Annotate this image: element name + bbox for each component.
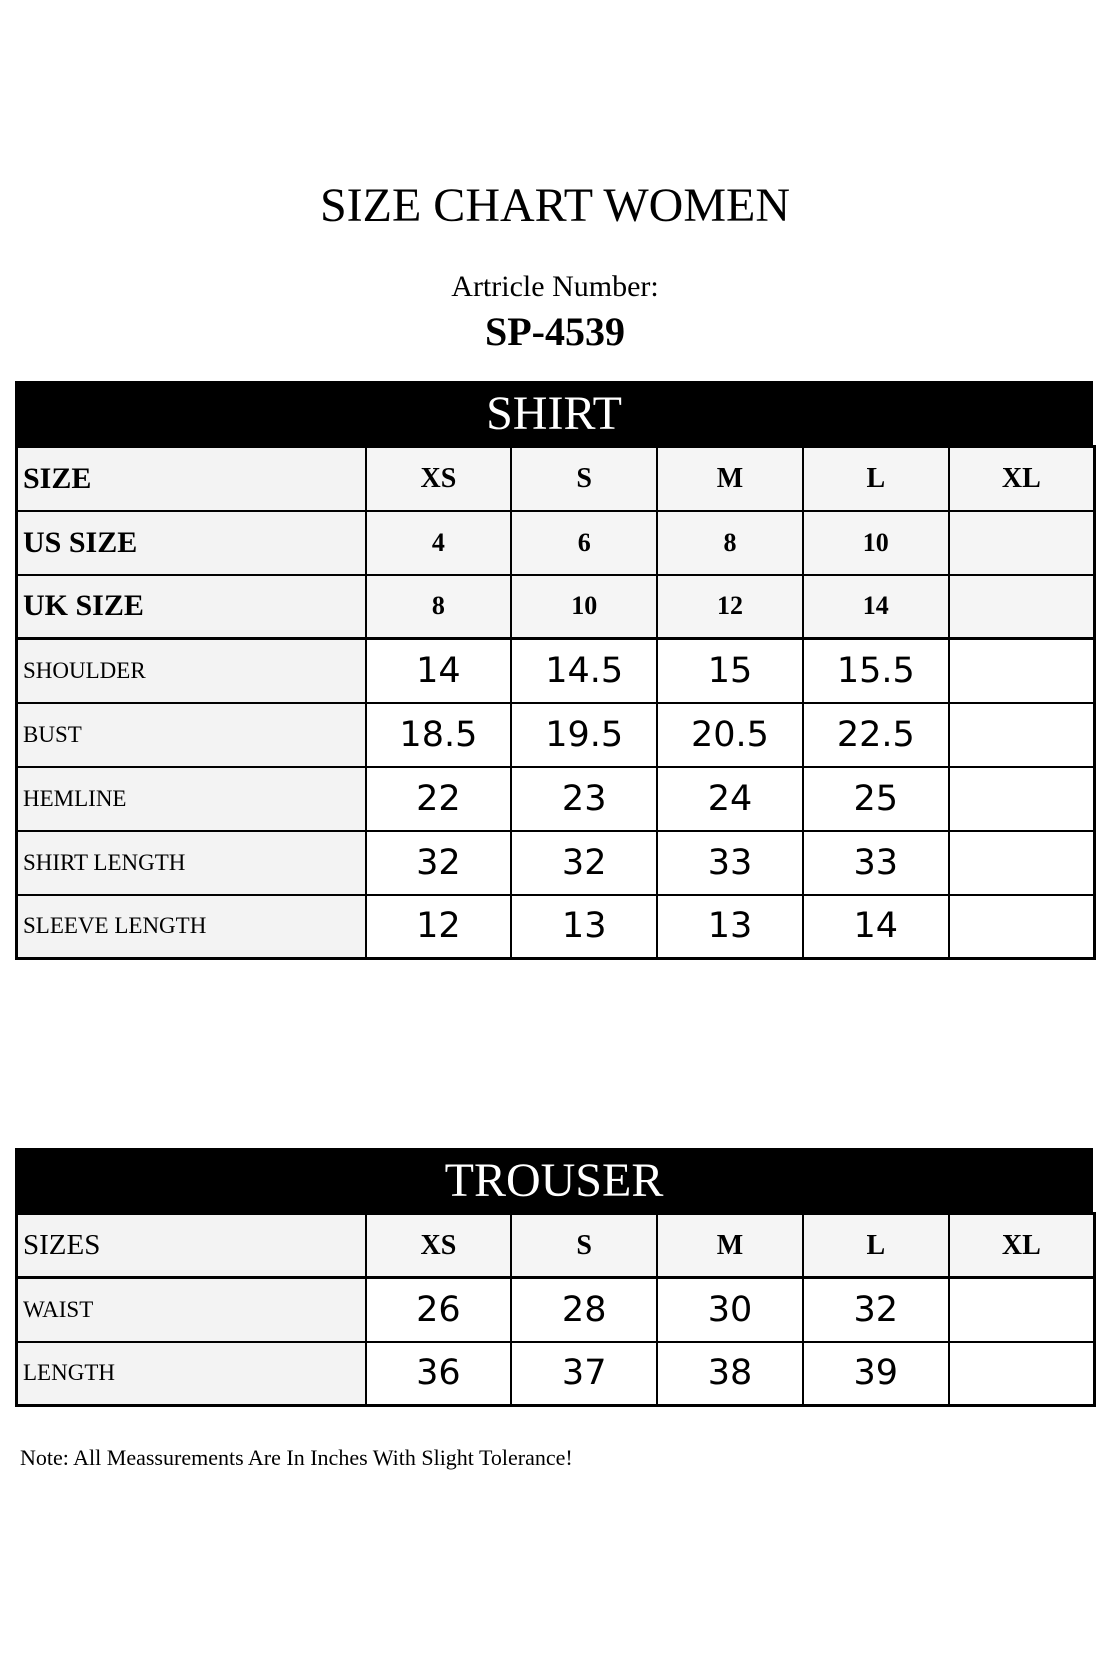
table-cell: 36 <box>366 1342 512 1406</box>
table-cell: 26 <box>366 1278 512 1342</box>
table-cell: 32 <box>803 1278 949 1342</box>
table-cell: 10 <box>511 575 657 639</box>
table-cell: M <box>657 1214 803 1278</box>
table-row <box>17 767 1095 831</box>
shirt-grid <box>15 445 1096 960</box>
article-number-label: Artricle Number: <box>451 270 659 303</box>
table-cell: 6 <box>511 511 657 575</box>
table-cell <box>949 831 1095 895</box>
table-cell: XS <box>366 1214 512 1278</box>
table-cell: L <box>803 1214 949 1278</box>
table-cell <box>949 767 1095 831</box>
table-cell: 14 <box>803 895 949 959</box>
table-cell: 18.5 <box>366 703 512 767</box>
table-row <box>17 575 1095 639</box>
table-cell: 37 <box>511 1342 657 1406</box>
table-cell <box>949 1278 1095 1342</box>
table-cell <box>949 639 1095 703</box>
table-row <box>17 447 1095 511</box>
row-label: SHOULDER <box>17 639 366 703</box>
table-cell: S <box>511 447 657 511</box>
row-label: US SIZE <box>17 511 366 575</box>
table-row <box>17 703 1095 767</box>
row-label: WAIST <box>17 1278 366 1342</box>
shirt-heading: SHIRT <box>15 381 1093 445</box>
table-cell: 28 <box>511 1278 657 1342</box>
table-cell: L <box>803 447 949 511</box>
table-cell: 12 <box>366 895 512 959</box>
row-label: UK SIZE <box>17 575 366 639</box>
table-cell: 33 <box>803 831 949 895</box>
table-cell: 13 <box>511 895 657 959</box>
page-title: SIZE CHART WOMEN <box>319 179 790 232</box>
table-cell: 12 <box>657 575 803 639</box>
table-cell: 30 <box>657 1278 803 1342</box>
table-cell: 15.5 <box>803 639 949 703</box>
table-cell: 8 <box>366 575 512 639</box>
row-label: SLEEVE LENGTH <box>17 895 366 959</box>
table-cell: XL <box>949 447 1095 511</box>
table-cell: 38 <box>657 1342 803 1406</box>
shirt-size-table <box>15 381 1093 960</box>
table-cell: 22 <box>366 767 512 831</box>
table-cell <box>949 895 1095 959</box>
table-cell: 23 <box>511 767 657 831</box>
table-cell <box>949 703 1095 767</box>
row-label: SHIRT LENGTH <box>17 831 366 895</box>
table-cell: 14.5 <box>511 639 657 703</box>
table-row <box>17 639 1095 703</box>
table-cell: 13 <box>657 895 803 959</box>
row-label: BUST <box>17 703 366 767</box>
table-cell <box>949 511 1095 575</box>
table-cell: 20.5 <box>657 703 803 767</box>
row-label: HEMLINE <box>17 767 366 831</box>
table-cell <box>949 1342 1095 1406</box>
table-cell: 32 <box>511 831 657 895</box>
table-row <box>17 511 1095 575</box>
table-cell: 15 <box>657 639 803 703</box>
trouser-grid <box>15 1212 1096 1407</box>
table-cell: XS <box>366 447 512 511</box>
table-row <box>17 831 1095 895</box>
row-label: LENGTH <box>17 1342 366 1406</box>
table-row <box>17 1342 1095 1406</box>
row-label: SIZE <box>17 447 366 511</box>
table-cell: 33 <box>657 831 803 895</box>
table-cell: 19.5 <box>511 703 657 767</box>
table-cell: 4 <box>366 511 512 575</box>
table-cell: 25 <box>803 767 949 831</box>
table-cell: 10 <box>803 511 949 575</box>
table-cell <box>949 575 1095 639</box>
table-row <box>17 1214 1095 1278</box>
table-cell: 14 <box>366 639 512 703</box>
table-row <box>17 895 1095 959</box>
trouser-size-table <box>15 1148 1093 1407</box>
table-cell: M <box>657 447 803 511</box>
trouser-heading: TROUSER <box>15 1148 1093 1212</box>
table-cell: 32 <box>366 831 512 895</box>
article-number-value: SP-4539 <box>485 309 625 354</box>
table-cell: 14 <box>803 575 949 639</box>
table-cell: 39 <box>803 1342 949 1406</box>
table-cell: 22.5 <box>803 703 949 767</box>
table-cell: 24 <box>657 767 803 831</box>
table-row <box>17 1278 1095 1342</box>
table-cell: XL <box>949 1214 1095 1278</box>
table-cell: 8 <box>657 511 803 575</box>
measurement-note: Note: All Meassurements Are In Inches With Slight Tolerance! <box>20 1445 573 1470</box>
table-cell: S <box>511 1214 657 1278</box>
row-label: SIZES <box>17 1214 366 1278</box>
